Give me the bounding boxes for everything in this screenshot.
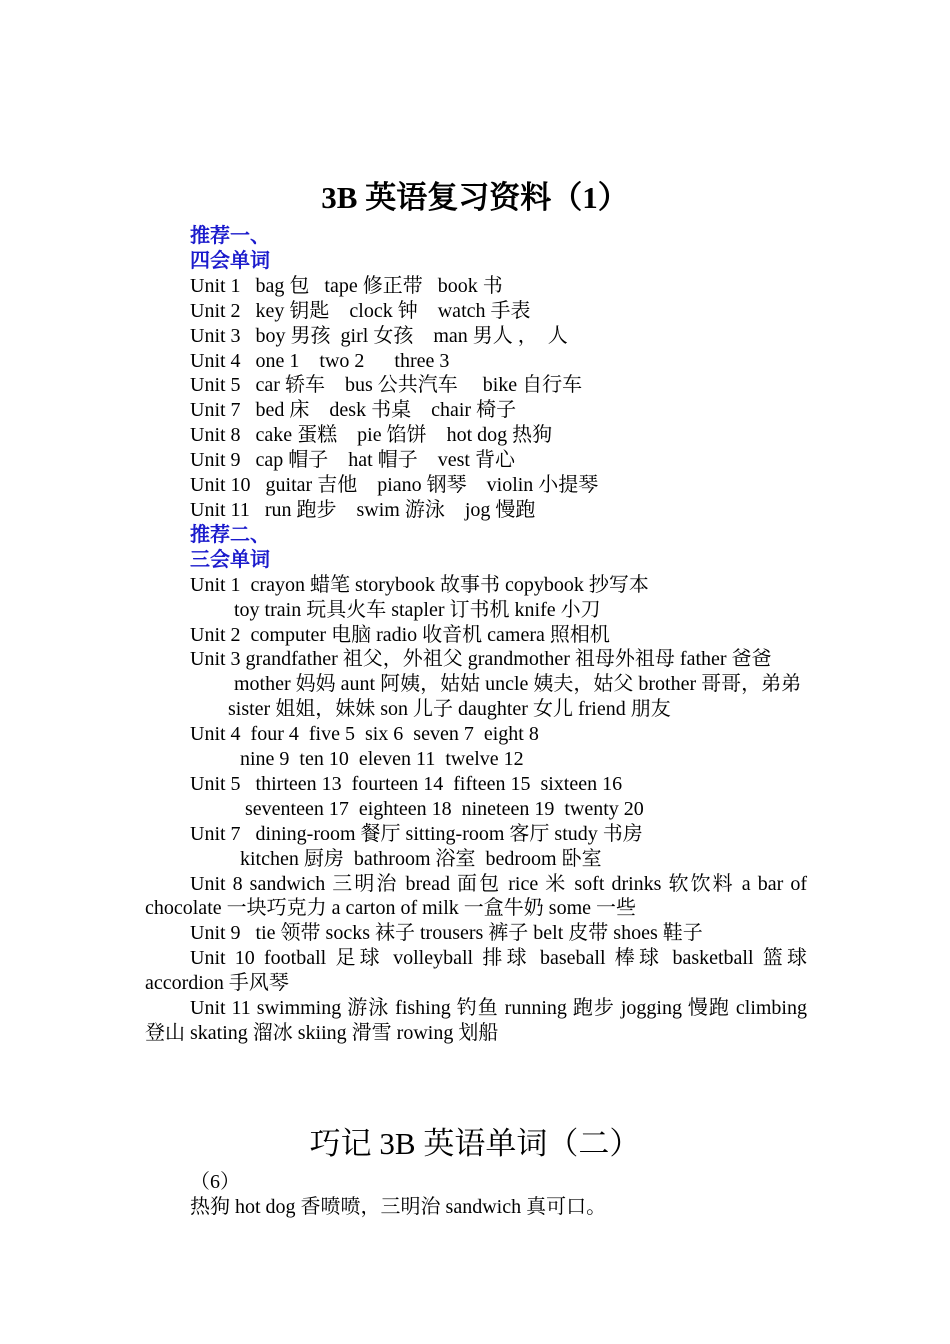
vocab-line: Unit 2 computer 电脑 radio 收音机 camera 照相机 xyxy=(190,623,610,646)
vocab-line: Unit 2 key 钥匙 clock 钟 watch 手表 xyxy=(190,299,531,322)
vocab-line: Unit 9 cap 帽子 hat 帽子 vest 背心 xyxy=(190,449,515,472)
vocab-content xyxy=(145,224,807,1046)
vocab-line: Unit 1 bag 包 tape 修正带 book 书 xyxy=(190,274,503,297)
vocab-line: Unit 4 one 1 two 2 three 3 xyxy=(190,349,450,372)
vocab-paragraph: Unit 8 sandwich 三明治 bread 面包 rice 米 soft drinks 软饮料 a bar of chocolate 一块巧克力 a carton of milk 一盒牛奶 some 一些 xyxy=(145,872,807,920)
vocab-line: Unit 4 four 4 five 5 six 6 seven 7 eight 8 xyxy=(190,723,539,746)
vocab-line: sister 姐姐，妹妹 son 儿子 daughter 女儿 friend 朋友 xyxy=(228,698,671,721)
vocab-line: Unit 3 boy 男孩 girl 女孩 man 男人 ， 人 xyxy=(190,324,568,347)
page-title: 3B 英语复习资料（1） xyxy=(321,180,629,215)
vocab-line: nine 9 ten 10 eleven 11 twelve 12 xyxy=(240,748,524,771)
vocab-line: Unit 1 crayon 蜡笔 storybook 故事书 copybook 抄写本 xyxy=(190,573,649,596)
section1-heading: 推荐一、 xyxy=(190,225,270,247)
vocab-line: kitchen 厨房 bathroom 浴室 bedroom 卧室 xyxy=(240,847,602,870)
vocab-line: toy train 玩具火车 stapler 订书机 knife 小刀 xyxy=(234,598,601,621)
vocab-paragraph: Unit 11 swimming 游泳 fishing 钓鱼 running 跑步 jogging 慢跑 climbing 登山 skating 溜冰 skiing 滑雪 rowing 划船 xyxy=(145,997,807,1044)
mnemonic-content xyxy=(145,1170,807,1220)
vocab-paragraph: Unit 3 grandfather 祖父，外祖父 grandmother 祖母外祖母 father 爸爸 xyxy=(190,648,772,671)
item-number: （6） xyxy=(190,1171,240,1193)
vocab-line: Unit 7 dining-room 餐厅 sitting-room 客厅 study 书房 xyxy=(190,822,643,845)
section1-subheading: 四会单词 xyxy=(190,249,270,272)
vocab-line: seventeen 17 eighteen 18 nineteen 19 twenty 20 xyxy=(245,797,644,820)
section-title: 巧记 3B 英语单词（二） xyxy=(309,1126,641,1161)
vocab-line: Unit 11 run 跑步 swim 游泳 jog 慢跑 xyxy=(190,498,536,521)
vocab-line: Unit 8 cake 蛋糕 pie 馅饼 hot dog 热狗 xyxy=(190,424,553,447)
vocab-paragraph: Unit 10 football 足球 volleyball 排球 baseball 棒球 basketball 篮球 accordion 手风琴 xyxy=(145,947,807,995)
section2-subheading: 三会单词 xyxy=(190,548,270,571)
vocab-line: Unit 9 tie 领带 socks 袜子 trousers 裤子 belt 皮带 shoes 鞋子 xyxy=(190,922,703,945)
vocab-line: Unit 5 car 轿车 bus 公共汽车 bike 自行车 xyxy=(190,374,583,397)
vocab-line: Unit 7 bed 床 desk 书桌 chair 椅子 xyxy=(190,399,517,422)
vocab-paragraph: mother 妈妈 aunt 阿姨，姑姑 uncle 姨夫，姑父 brother 哥哥，弟弟 xyxy=(234,673,802,696)
mnemonic-line: 热狗 hot dog 香喷喷，三明治 sandwich 真可口。 xyxy=(190,1196,607,1218)
section2-heading: 推荐二、 xyxy=(190,523,270,546)
vocab-line: Unit 10 guitar 吉他 piano 钢琴 violin 小提琴 xyxy=(190,474,599,497)
vocab-line: Unit 5 thirteen 13 fourteen 14 fifteen 15 sixteen 16 xyxy=(190,772,623,795)
